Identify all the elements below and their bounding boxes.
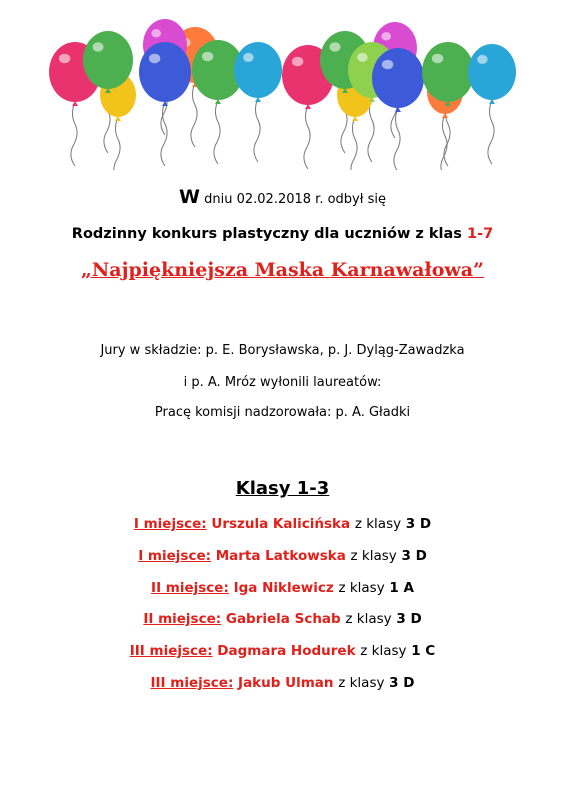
winner-row bbox=[0, 611, 565, 627]
winner-class-label: z klasy bbox=[338, 675, 385, 691]
contest-title: „Najpiękniejsza Maska Karnawałowa” bbox=[81, 259, 484, 281]
winner-name: Iga Niklewicz bbox=[233, 580, 334, 596]
balloon-highlight bbox=[357, 53, 368, 62]
jury-line-2: i p. A. Mróz wyłonili laureatów: bbox=[183, 375, 382, 390]
balloon-string bbox=[191, 83, 197, 147]
balloon-highlight bbox=[382, 60, 393, 70]
balloon-highlight bbox=[202, 52, 213, 62]
balloon bbox=[83, 31, 133, 89]
winner-place: III miejsce: bbox=[150, 675, 234, 691]
winner-row bbox=[0, 548, 565, 564]
winner-class: 1 C bbox=[411, 643, 436, 659]
winner-name: Marta Latkowska bbox=[215, 548, 346, 564]
winner-row bbox=[0, 580, 565, 596]
winner-place: I miejsce: bbox=[138, 548, 211, 564]
balloon-string bbox=[254, 98, 260, 162]
balloon-highlight bbox=[432, 54, 443, 64]
winner-class-label: z klasy bbox=[338, 580, 385, 596]
winner-class: 3 D bbox=[405, 516, 432, 532]
winner-row bbox=[0, 516, 565, 532]
jury-line-3: Pracę komisji nadzorowała: p. A. Gładki bbox=[154, 405, 411, 420]
balloon-highlight bbox=[477, 55, 488, 64]
balloon-string bbox=[441, 114, 447, 170]
winner-class: 1 A bbox=[389, 580, 414, 596]
contest-classes: 1-7 bbox=[467, 226, 494, 242]
winner-class: 3 D bbox=[389, 675, 415, 691]
winner-row bbox=[0, 675, 565, 691]
winner-name: Dagmara Hodurek bbox=[217, 643, 356, 659]
balloon-highlight bbox=[292, 57, 303, 67]
intro-text: dniu 02.02.2018 r. odbył się bbox=[204, 192, 386, 207]
balloon-string bbox=[214, 100, 220, 164]
balloon-highlight bbox=[59, 54, 70, 64]
balloon-highlight bbox=[149, 54, 160, 64]
balloon bbox=[422, 42, 474, 102]
balloon-highlight bbox=[151, 29, 161, 37]
winner-place: II miejsce: bbox=[151, 580, 229, 596]
balloon-highlight bbox=[93, 42, 104, 51]
balloon-highlight bbox=[381, 32, 391, 40]
winner-name: Urszula Kalicińska bbox=[211, 516, 351, 532]
balloon-string bbox=[394, 108, 400, 170]
balloon-string bbox=[488, 100, 494, 164]
winner-class: 3 D bbox=[401, 548, 427, 564]
balloons-decoration bbox=[0, 0, 565, 170]
balloon-string bbox=[304, 105, 310, 169]
balloon bbox=[372, 48, 424, 108]
winner-class: 3 D bbox=[396, 611, 422, 627]
intro-initial: W bbox=[179, 186, 200, 208]
contest-line bbox=[0, 226, 565, 242]
intro-line bbox=[0, 186, 565, 208]
balloon bbox=[139, 42, 191, 102]
contest-text: Rodzinny konkurs plastyczny dla uczniów z klas bbox=[71, 226, 462, 242]
winner-row bbox=[0, 643, 565, 659]
winner-class-label: z klasy bbox=[360, 643, 407, 659]
winner-class-label: z klasy bbox=[354, 516, 402, 532]
balloon-string bbox=[114, 117, 120, 170]
balloon-highlight bbox=[243, 53, 254, 62]
balloon-string bbox=[71, 102, 77, 166]
balloon bbox=[468, 44, 516, 100]
winner-place: II miejsce: bbox=[143, 611, 222, 627]
balloon-highlight bbox=[330, 42, 341, 51]
winner-place: III miejsce: bbox=[129, 643, 213, 659]
jury-line-1: Jury w składzie: p. E. Borysławska, p. J. Dyląg-Zawadzka bbox=[100, 343, 465, 358]
winner-place: I miejsce: bbox=[133, 516, 207, 532]
section-title: Klasy 1-3 bbox=[235, 478, 330, 499]
winner-name: Jakub Ulman bbox=[238, 675, 334, 691]
winner-class-label: z klasy bbox=[350, 548, 397, 564]
balloon-string bbox=[351, 117, 357, 170]
winner-class-label: z klasy bbox=[345, 611, 392, 627]
balloon bbox=[234, 42, 282, 98]
winner-name: Gabriela Schab bbox=[225, 611, 341, 627]
